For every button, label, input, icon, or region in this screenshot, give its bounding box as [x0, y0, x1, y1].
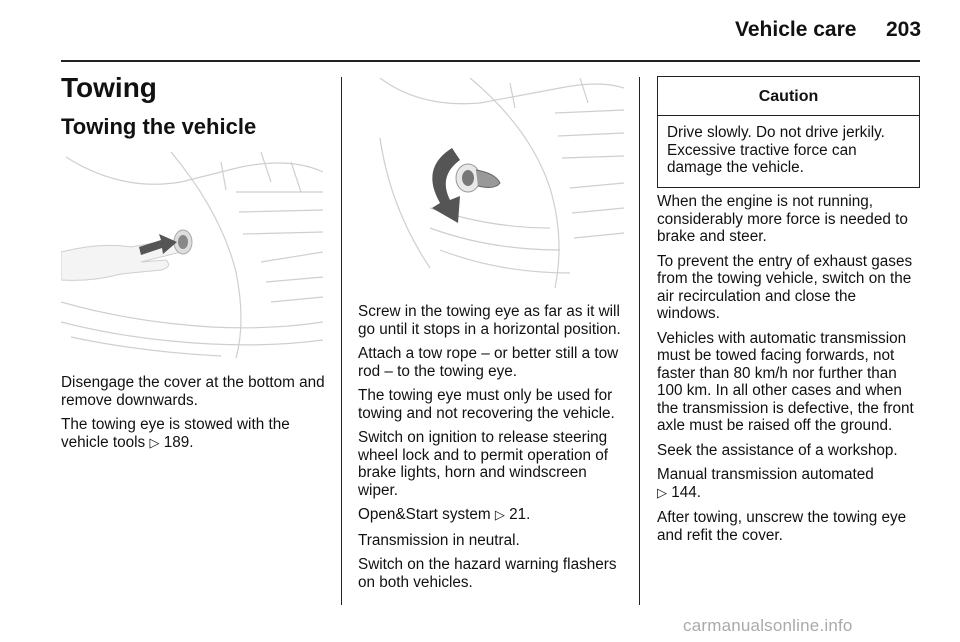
cover-removal-illustration — [61, 152, 323, 358]
paragraph: The towing eye is stowed with the vehicle tools ▷ 189. — [61, 416, 290, 451]
section-heading: Towing — [61, 72, 157, 103]
paragraph: Seek the assistance of a workshop. — [657, 441, 898, 459]
column-1-text — [61, 374, 331, 459]
header-rule — [61, 60, 920, 62]
column-divider-1 — [341, 77, 342, 605]
cross-reference-arrow-icon: ▷ — [657, 485, 667, 501]
towing-eye-illustration — [360, 78, 624, 288]
paragraph: Switch on the hazard warning flashers on both vehicles. — [358, 556, 617, 591]
page-reference: 144. — [671, 483, 702, 501]
paragraph: To prevent the entry of exhaust gases from the towing vehicle, switch on the air recirculation and close the windows. — [657, 252, 913, 322]
page-reference: 189. — [163, 433, 194, 451]
header-section-title: Vehicle care — [735, 18, 857, 41]
paragraph: Screw in the towing eye as far as it will go until it stops in a horizontal position. — [358, 303, 621, 338]
column-divider-2 — [639, 77, 640, 605]
paragraph: The towing eye must only be used for towing and not recovering the vehicle. — [358, 387, 615, 422]
section-subheading: Towing the vehicle — [61, 114, 257, 139]
paragraph: Manual transmission automated ▷ 144. — [657, 466, 874, 501]
caution-title: Caution — [658, 77, 919, 116]
paragraph: Switch on ignition to release steering wheel lock and to permit operation of brake lights, horn and windscreen wiper. — [358, 429, 608, 499]
caution-body: Drive slowly. Do not drive jerkily. Excessive tractive force can damage the vehicle. — [667, 124, 885, 176]
column-2-text — [358, 303, 626, 598]
paragraph: Transmission in neutral. — [358, 531, 520, 549]
page-reference: 21. — [509, 506, 531, 523]
caution-box — [657, 76, 920, 188]
cross-reference-arrow-icon: ▷ — [149, 435, 160, 451]
column-3-text — [657, 193, 923, 551]
paragraph: After towing, unscrew the towing eye and refit the cover. — [657, 509, 907, 544]
cross-reference-arrow-icon: ▷ — [494, 508, 505, 523]
paragraph: Vehicles with automatic transmission must be towed facing forwards, not faster than 80 km/h nor further than 100 km. In all other cases and when the transmission is defective, the front axle must be raised off the ground. — [657, 329, 914, 434]
paragraph: Open&Start system ▷ 21. — [358, 506, 531, 523]
watermark: carmanualsonline.info — [683, 616, 853, 635]
paragraph: Attach a tow rope – or better still a tow rod – to the towing eye. — [358, 345, 619, 380]
paragraph: When the engine is not running, considerably more force is needed to brake and steer. — [657, 193, 908, 245]
paragraph: Disengage the cover at the bottom and remove downwards. — [61, 374, 325, 409]
page-number: 203 — [886, 18, 922, 41]
